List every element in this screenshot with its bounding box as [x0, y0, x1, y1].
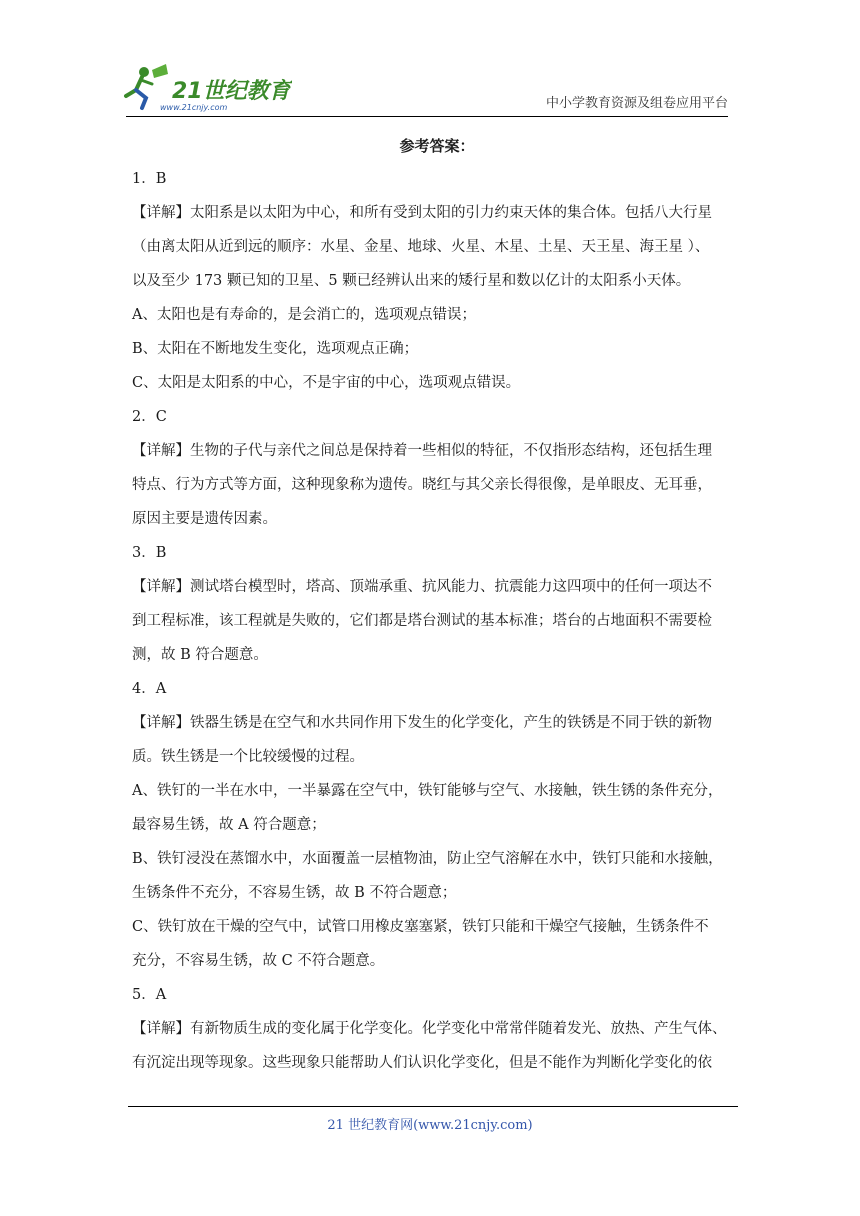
- text-line: 特点、行为方式等方面，这种现象称为遗传。晓红与其父亲长得很像，是单眼皮、无耳垂，: [132, 477, 712, 493]
- text-line: 有沉淀出现等现象。这些现象只能帮助人们认识化学变化，但是不能作为判断化学变化的依: [132, 1055, 712, 1071]
- text-line: C、铁钉放在干燥的空气中，试管口用橡皮塞塞紧，铁钉只能和干燥空气接触，生锈条件不: [132, 919, 709, 935]
- page-header: [122, 62, 728, 114]
- header-divider: [126, 116, 728, 117]
- text-line: 以及至少 173 颗已知的卫星、5 颗已经辨认出来的矮行星和数以亿计的太阳系小天体。: [132, 273, 691, 289]
- text-line: 充分，不容易生锈，故 C 不符合题意。: [132, 953, 385, 969]
- text-line: 【详解】太阳系是以太阳为中心，和所有受到太阳的引力约束天体的集合体。包括八大行星: [132, 205, 712, 221]
- text-line: 2．C: [132, 409, 167, 425]
- text-line: 【详解】铁器生锈是在空气和水共同作用下发生的化学变化，产生的铁锈是不同于铁的新物: [132, 715, 712, 731]
- text-line: 【详解】生物的子代与亲代之间总是保持着一些相似的特征，不仅指形态结构，还包括生理: [132, 443, 712, 459]
- logo-url: www.21cnjy.com: [160, 103, 228, 112]
- text-line: 1．B: [132, 171, 167, 187]
- text-line: 测，故 B 符合题意。: [132, 647, 268, 663]
- text-line: 到工程标准，该工程就是失败的，它们都是塔台测试的基本标准；塔台的占地面积不需要检: [132, 613, 712, 629]
- footer-divider: [128, 1106, 738, 1107]
- text-line: 3．B: [132, 545, 167, 561]
- text-line: 原因主要是遗传因素。: [132, 511, 277, 527]
- text-line: 4．A: [132, 681, 167, 697]
- platform-tagline: 中小学教育资源及组卷应用平台: [545, 96, 728, 111]
- text-line: 最容易生锈，故 A 符合题意；: [132, 817, 326, 833]
- text-line: A、铁钉的一半在水中，一半暴露在空气中，铁钉能够与空气、水接触，铁生锈的条件充分，: [132, 783, 723, 799]
- text-line: B、太阳在不断地发生变化，选项观点正确；: [132, 341, 419, 357]
- text-line: 生锈条件不充分，不容易生锈，故 B 不符合题意；: [132, 885, 457, 901]
- logo-text: 21世纪教育: [172, 79, 291, 104]
- footer-link[interactable]: 21 世纪教育网(www.21cnjy.com): [327, 1118, 533, 1133]
- runner-icon: [126, 64, 168, 108]
- text-line: （由离太阳从近到远的顺序：水星、金星、地球、火星、木星、土星、天王星、海王星 ）、: [132, 239, 710, 255]
- text-line: 【详解】有新物质生成的变化属于化学变化。化学变化中常常伴随着发光、放热、产生气体、: [132, 1021, 727, 1037]
- page-title: 参考答案：: [399, 137, 475, 155]
- answer-content: [132, 130, 742, 1080]
- text-line: 质。铁生锈是一个比较缓慢的过程。: [132, 749, 364, 765]
- paragraph-list: [132, 162, 742, 1080]
- logo: [122, 62, 292, 114]
- text-line: A、太阳也是有寿命的，是会消亡的，选项观点错误；: [132, 307, 476, 323]
- text-line: 5．A: [132, 987, 167, 1003]
- text-line: 【详解】测试塔台模型时，塔高、顶端承重、抗风能力、抗震能力这四项中的任何一项达不: [132, 579, 712, 595]
- text-line: B、铁钉浸没在蒸馏水中，水面覆盖一层植物油，防止空气溶解在水中，铁钉只能和水接触，: [132, 851, 723, 867]
- text-line: C、太阳是太阳系的中心，不是宇宙的中心，选项观点错误。: [132, 375, 521, 391]
